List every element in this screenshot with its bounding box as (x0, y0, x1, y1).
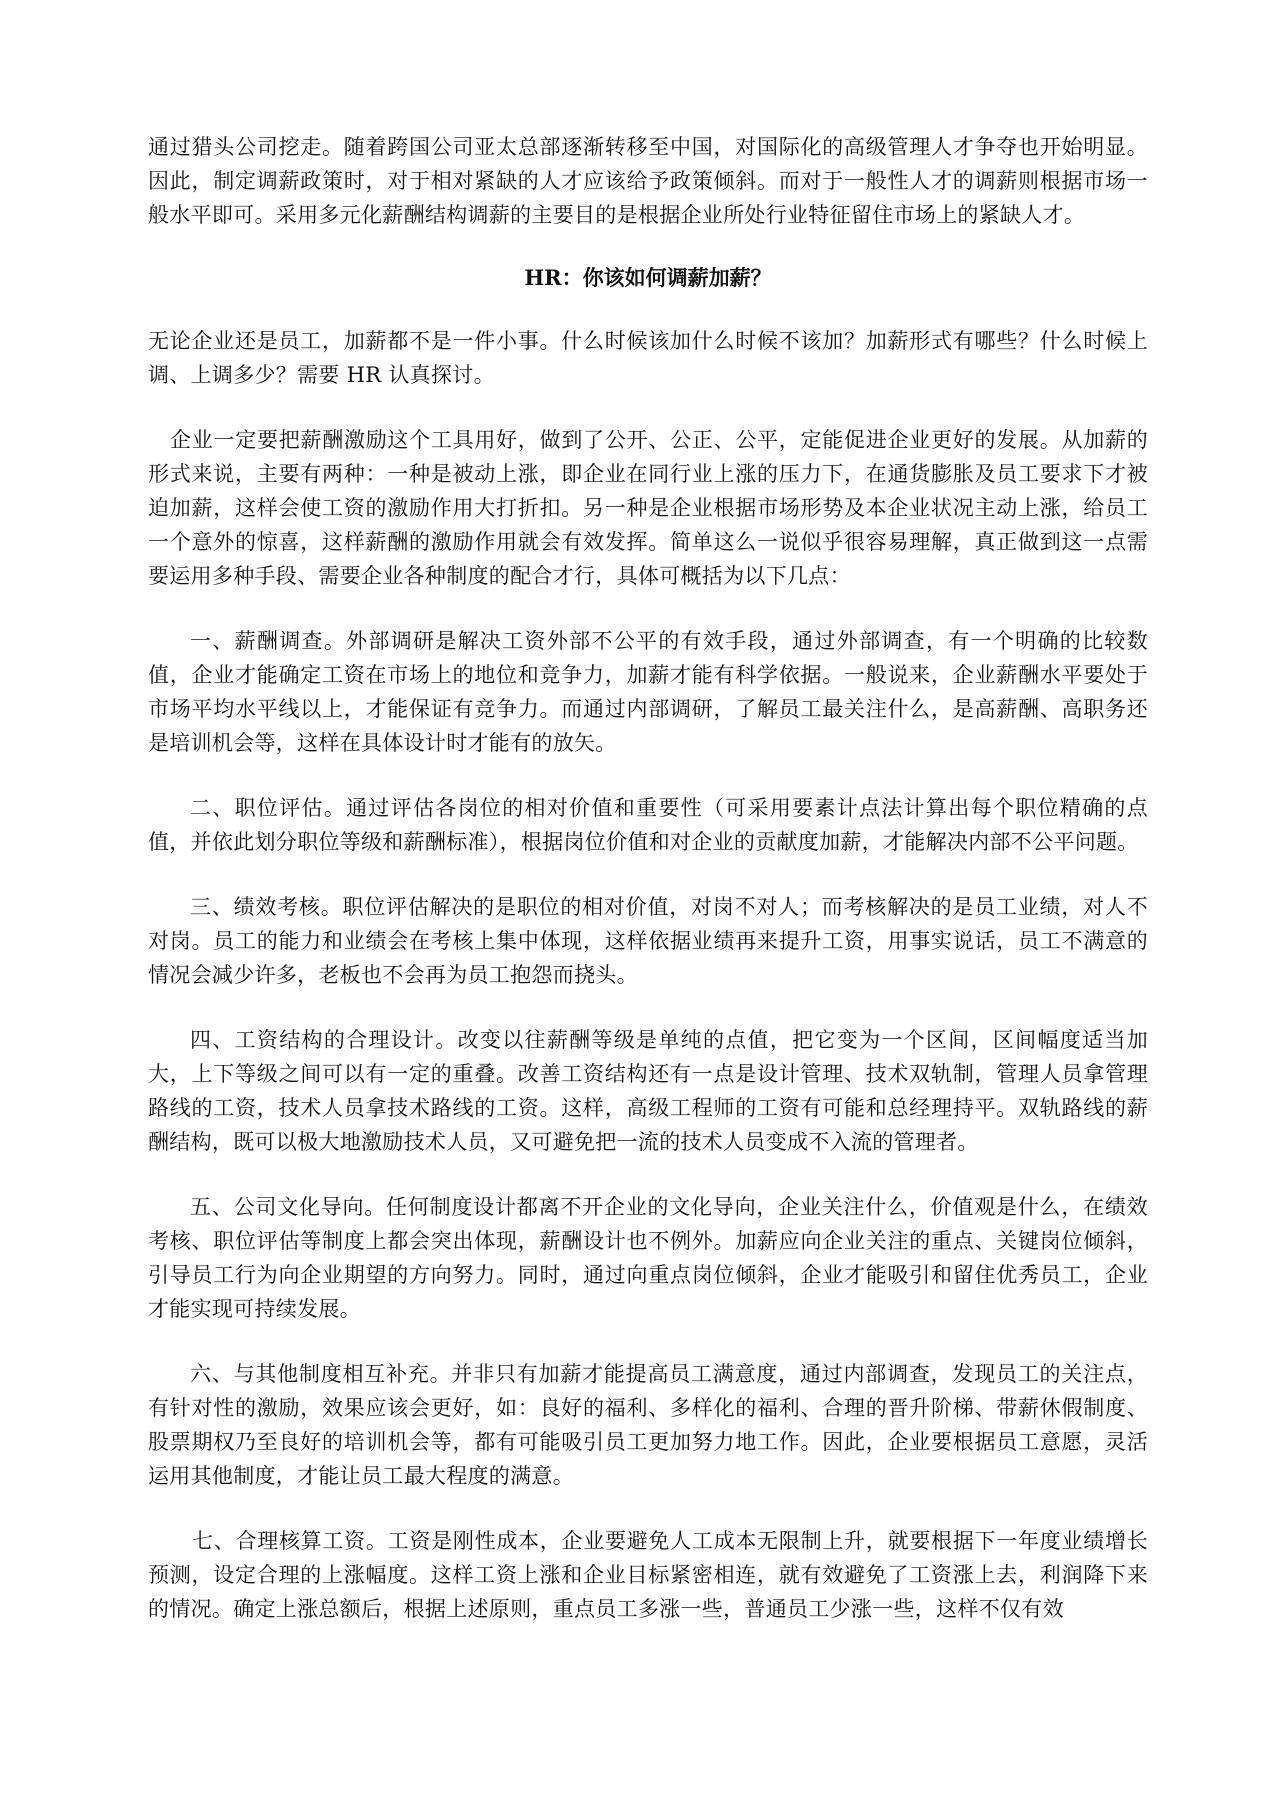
question-paragraph: 无论企业还是员工，加薪都不是一件小事。什么时候该加什么时候不该加？加薪形式有哪些？什么时候上调、上调多少？需要 HR 认真探讨。 (148, 329, 1148, 387)
section-heading: HR：你该如何调薪加薪？ (524, 265, 772, 290)
document-page (148, 130, 1148, 1626)
point-5-paragraph: 五、公司文化导向。任何制度设计都离不开企业的文化导向，企业关注什么，价值观是什么，在绩效考核、职位评估等制度上都会突出体现，薪酬设计也不例外。加薪应向企业关注的重点、关键岗位倾斜，引导员工行为向企业期望的方向努力。同时，通过向重点岗位倾斜，企业才能吸引和留住优秀员工，企业才能实现可持续发展。 (148, 1195, 1148, 1321)
point-1-paragraph: 一、薪酬调查。外部调研是解决工资外部不公平的有效手段，通过外部调查，有一个明确的比较数值，企业才能确定工资在市场上的地位和竞争力，加薪才能有科学依据。一般说来，企业薪酬水平要处于市场平均水平线以上，才能保证有竞争力。而通过内部调研，了解员工最关注什么，是高薪酬、高职务还是培训机会等，这样在具体设计时才能有的放矢。 (148, 629, 1148, 755)
overview-paragraph: 企业一定要把薪酬激励这个工具用好，做到了公开、公正、公平，定能促进企业更好的发展。从加薪的形式来说，主要有两种：一种是被动上涨，即企业在同行业上涨的压力下，在通货膨胀及员工要求下才被迫加薪，这样会使工资的激励作用大打折扣。另一种是企业根据市场形势及本企业状况主动上涨，给员工一个意外的惊喜，这样薪酬的激励作用就会有效发挥。简单这么一说似乎很容易理解，真正做到这一点需要运用多种手段、需要企业各种制度的配合才行，具体可概括为以下几点： (148, 428, 1148, 588)
point-6-paragraph: 六、与其他制度相互补充。并非只有加薪才能提高员工满意度，通过内部调查，发现员工的关注点，有针对性的激励，效果应该会更好，如：良好的福利、多样化的福利、合理的晋升阶梯、带薪休假制度、股票期权乃至良好的培训机会等，都有可能吸引员工更加努力地工作。因此，企业要根据员工意愿，灵活运用其他制度，才能让员工最大程度的满意。 (148, 1362, 1148, 1488)
intro-paragraph: 通过猎头公司挖走。随着跨国公司亚太总部逐渐转移至中国，对国际化的高级管理人才争夺也开始明显。因此，制定调薪政策时，对于相对紧缺的人才应该给予政策倾斜。而对于一般性人才的调薪则根据市场一般水平即可。采用多元化薪酬结构调薪的主要目的是根据企业所处行业特征留住市场上的紧缺人才。 (148, 135, 1148, 227)
point-3-paragraph: 三、绩效考核。职位评估解决的是职位的相对价值，对岗不对人；而考核解决的是员工业绩，对人不对岗。员工的能力和业绩会在考核上集中体现，这样依据业绩再来提升工资，用事实说话，员工不满意的情况会减少许多，老板也不会再为员工抱怨而挠头。 (148, 895, 1148, 987)
point-2-paragraph: 二、职位评估。通过评估各岗位的相对价值和重要性（可采用要素计点法计算出每个职位精确的点值，并依此划分职位等级和薪酬标准），根据岗位价值和对企业的贡献度加薪，才能解决内部不公平问题。 (148, 796, 1148, 854)
point-7-paragraph: 七、合理核算工资。工资是刚性成本，企业要避免人工成本无限制上升，就要根据下一年度业绩增长预测，设定合理的上涨幅度。这样工资上涨和企业目标紧密相连，就有效避免了工资涨上去，利润降下来的情况。确定上涨总额后，根据上述原则，重点员工多涨一些，普通员工少涨一些，这样不仅有效 (148, 1529, 1148, 1621)
point-4-paragraph: 四、工资结构的合理设计。改变以往薪酬等级是单纯的点值，把它变为一个区间，区间幅度适当加大，上下等级之间可以有一定的重叠。改善工资结构还有一点是设计管理、技术双轨制，管理人员拿管理路线的工资，技术人员拿技术路线的工资。这样，高级工程师的工资有可能和总经理持平。双轨路线的薪酬结构，既可以极大地激励技术人员，又可避免把一流的技术人员变成不入流的管理者。 (148, 1028, 1148, 1154)
